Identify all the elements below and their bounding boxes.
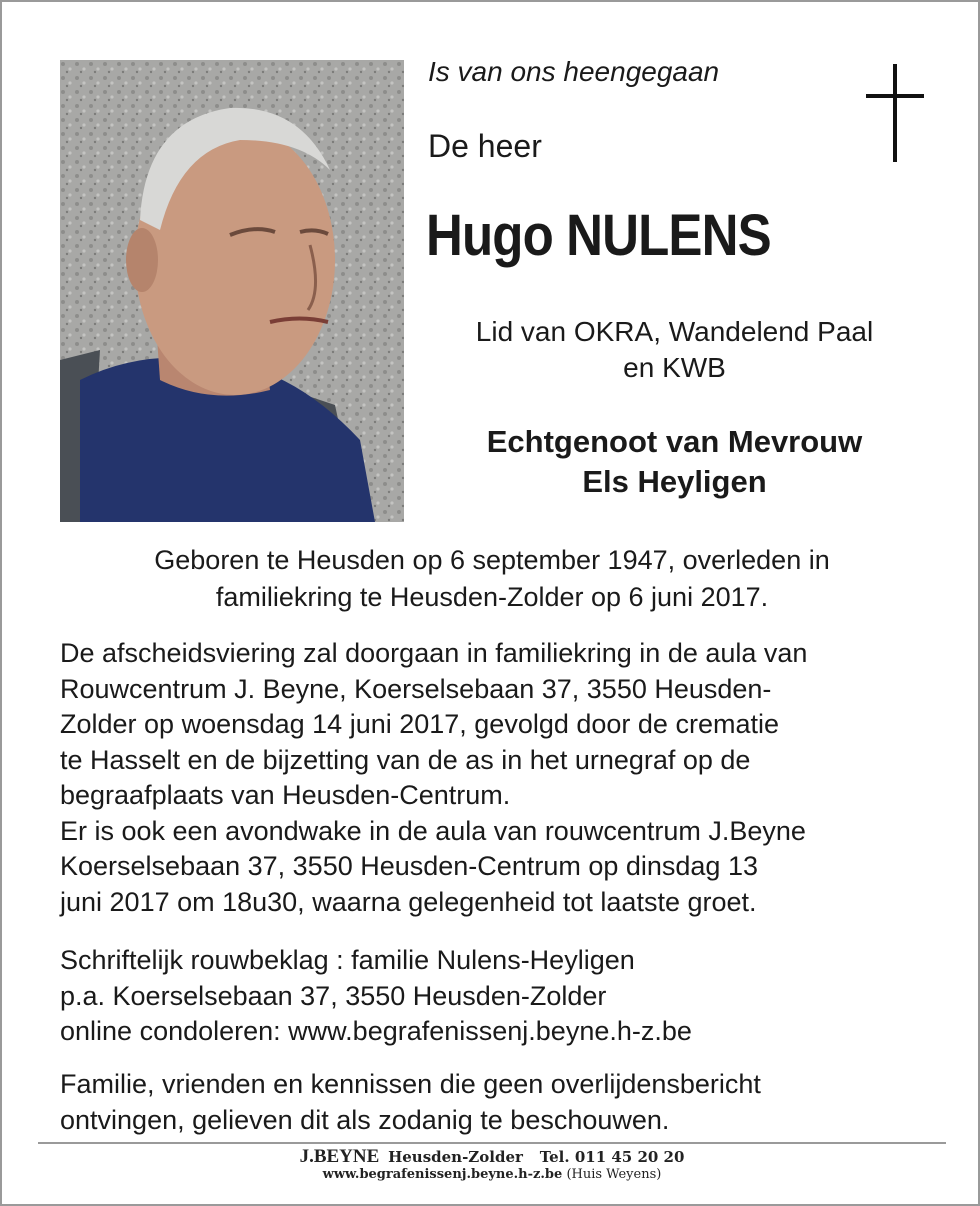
funeral-home-website: www.begrafenissenj.beyne.h-z.be (322, 1167, 563, 1182)
cross-icon (866, 64, 924, 162)
funeral-home-house: (Huis Weyens) (566, 1167, 662, 1182)
deceased-name: Hugo NULENS (426, 203, 771, 268)
membership-text: Lid van OKRA, Wandelend Paal en KWB (475, 316, 874, 383)
footer (2, 1148, 980, 1183)
funeral-home-phone: Tel. 011 45 20 20 (539, 1148, 685, 1166)
spouse-text: Echtgenoot van Mevrouw Els Heyligen (486, 424, 863, 499)
funeral-home-name: J.BEYNE (299, 1146, 380, 1167)
portrait-photo (60, 60, 404, 522)
funeral-home-city: Heusden-Zolder (388, 1148, 523, 1166)
notice-text: Familie, vrienden en kennissen die geen overlijdensbericht ontvingen, gelieven dit als zodanig te beschouwen. (60, 1069, 761, 1135)
ceremony-text: De afscheidsviering zal doorgaan in familiekring in de aula van Rouwcentrum J. Beyne, Koerselsebaan 37, 3550 Heusden- Zolder op woensdag 14 juni 2017, gevolgd door de crematie te Hasselt en de bijzetting van de as in het urnegraf op de begraafplaats van Heusden-Centrum. Er is ook een avondwake in de aula van rouwcentrum J.Beyne Koerselsebaan 37, 3550 Heusden-Centrum op dinsdag 13 juni 2017 om 18u30, waarna gelegenheid tot laatste groet. (60, 638, 808, 917)
honorific: De heer (428, 128, 542, 164)
intro-text: Is van ons heengegaan (428, 56, 720, 87)
footer-divider (38, 1142, 946, 1144)
birth-death-text: Geboren te Heusden op 6 september 1947, overleden in familiekring te Heusden-Zolder op 6 juni 2017. (154, 545, 830, 612)
condolences-text: Schriftelijk rouwbeklag : familie Nulens-Heyligen p.a. Koerselsebaan 37, 3550 Heusden-Zolder online condoleren: www.begrafenissenj.beyne.h-z.be (60, 945, 692, 1046)
